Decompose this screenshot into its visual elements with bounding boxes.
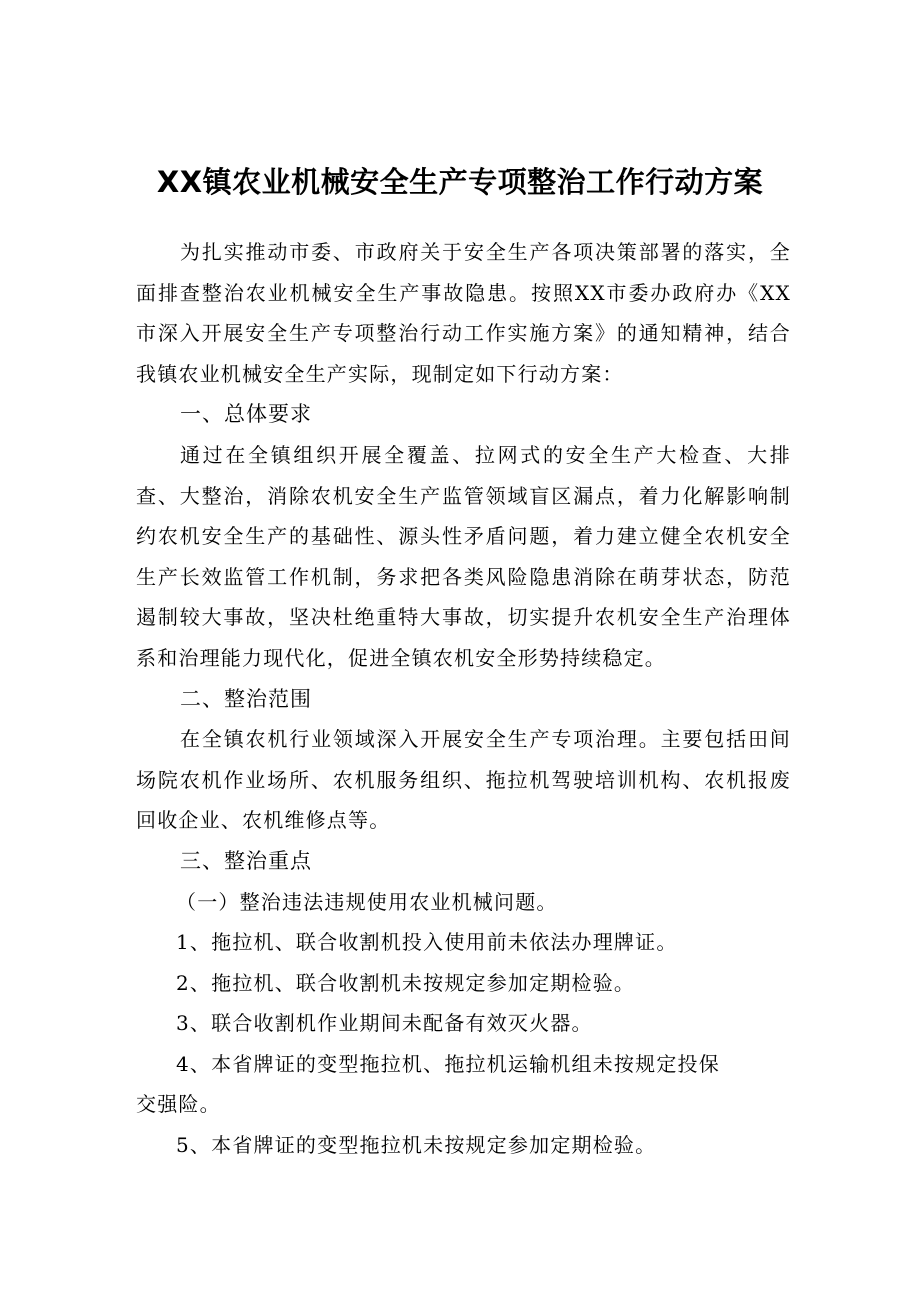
subsection-heading: （一）整治违法违规使用农业机械问题。: [176, 889, 558, 914]
list-item: [136, 1044, 791, 1125]
document-body: [136, 232, 791, 1166]
list-item: 1、拖拉机、联合收割机投入使用前未依法办理牌证。: [176, 930, 678, 955]
section-text-scope: 在全镇农机行业领域深入开展安全生产专项治理。主要包括田间场院农机作业场所、农机服务组织、拖拉机驾驶培训机构、农机报废回收企业、农机维修点等。: [136, 727, 791, 833]
list-item: 2、拖拉机、联合收割机未按规定参加定期检验。: [176, 970, 636, 995]
document-title: XX镇农业机械安全生产专项整治工作行动方案: [156, 165, 764, 199]
list-item-text: 4、本省牌证的变型拖拉机、拖拉机运输机组未按规定投保交强险。: [136, 1051, 720, 1117]
intro-paragraph: 为扎实推动市委、市政府关于安全生产各项决策部署的落实，全面排查整治农业机械安全生产事故隐患。按照XX市委办政府办《XX市深入开展安全生产专项整治行动工作实施方案》的通知精神，结合我镇农业机械安全生产实际，现制定如下行动方案：: [136, 240, 791, 386]
section-heading-general-requirements: 一、总体要求: [180, 402, 312, 427]
section-heading-key-points: 三、整治重点: [180, 848, 312, 873]
section-heading-scope: 二、整治范围: [180, 686, 312, 711]
list-item: 3、联合收割机作业期间未配备有效灭火器。: [176, 1011, 593, 1036]
list-item: 5、本省牌证的变型拖拉机未按规定参加定期检验。: [176, 1133, 657, 1158]
section-text-general-requirements: 通过在全镇组织开展全覆盖、拉网式的安全生产大检查、大排查、大整治，消除农机安全生产监管领域盲区漏点，着力化解影响制约农机安全生产的基础性、源头性矛盾问题，着力建立健全农机安全生产长效监管工作机制，务求把各类风险隐患消除在萌芽状态，防范遏制较大事故，坚决杜绝重特大事故，切实提升农机安全生产治理体系和治理能力现代化，促进全镇农机安全形势持续稳定。: [136, 442, 791, 670]
